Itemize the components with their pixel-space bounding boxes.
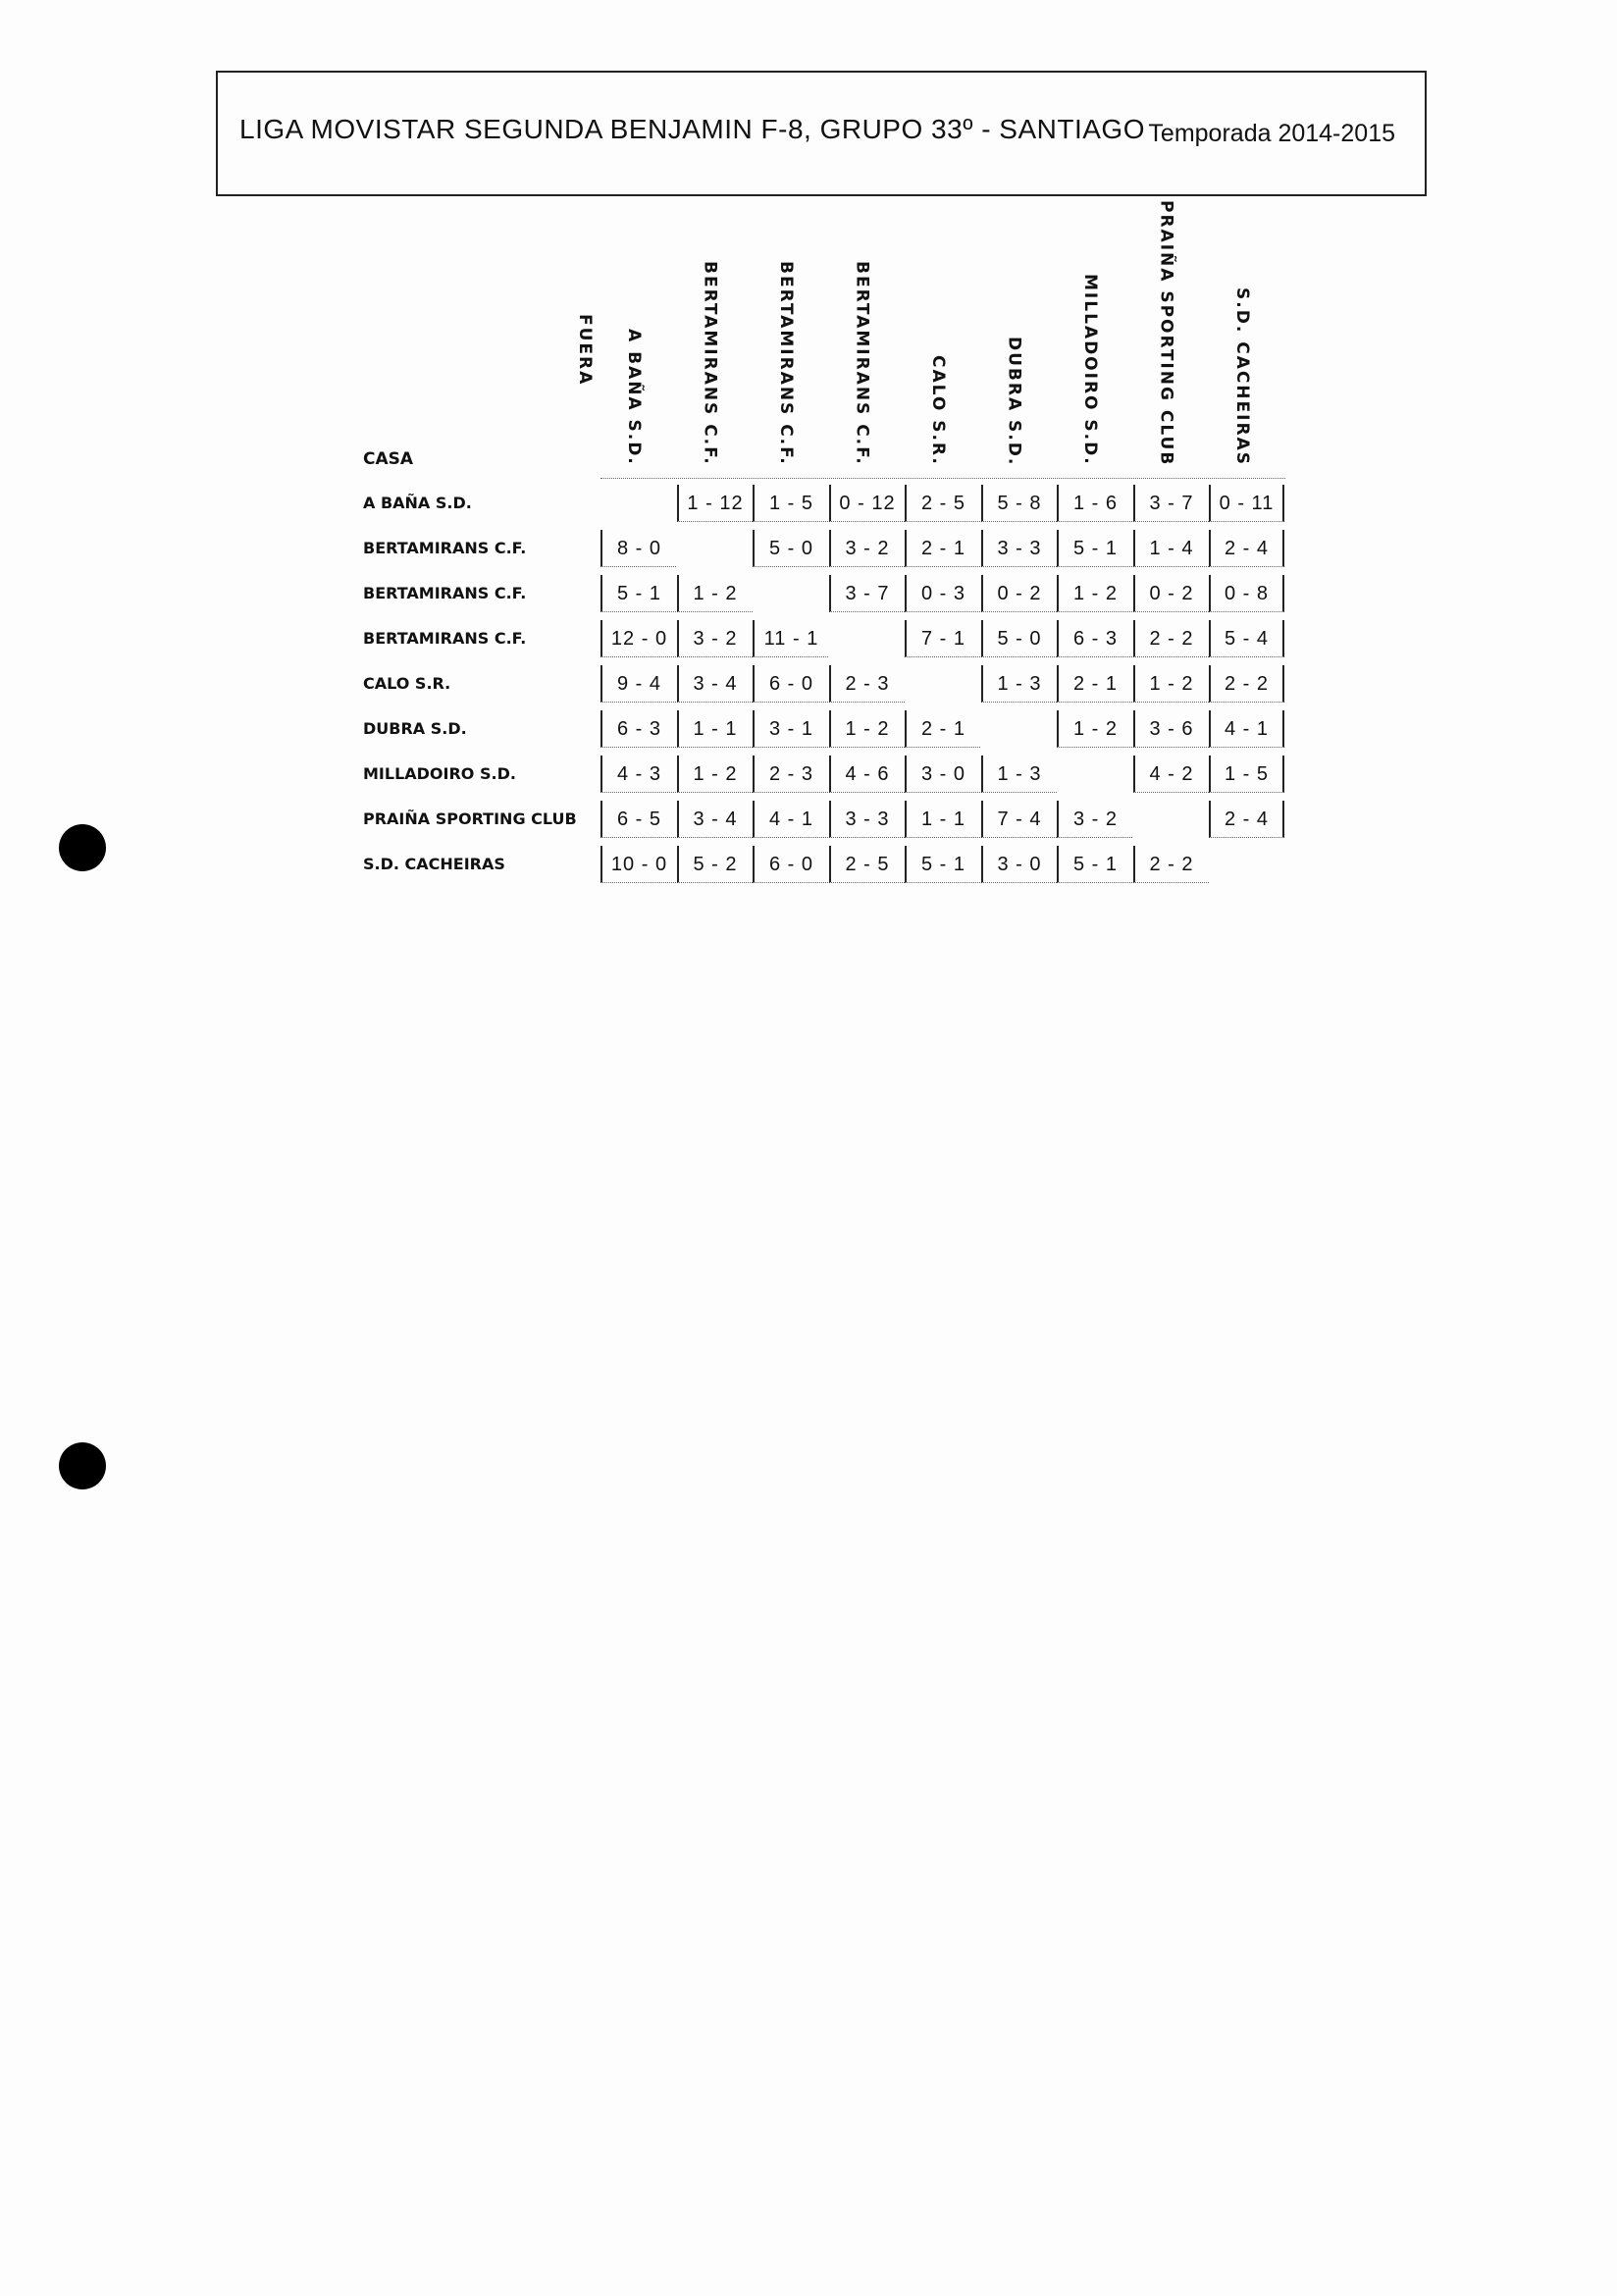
score-cell: 0 - 3	[905, 575, 980, 612]
score-cell: 0 - 8	[1209, 575, 1284, 612]
score-cell: 3 - 2	[829, 530, 905, 567]
header-box	[216, 71, 1427, 196]
row-team-label: MILLADOIRO S.D.	[363, 764, 516, 783]
score-cell: 3 - 3	[829, 801, 905, 838]
row-team-label: DUBRA S.D.	[363, 719, 467, 738]
score-cell: 1 - 6	[1057, 485, 1132, 522]
score-cell: 3 - 2	[677, 620, 753, 657]
score-cell: 6 - 3	[600, 710, 676, 748]
score-cell: 1 - 4	[1133, 530, 1209, 567]
row-team-label: A BAÑA S.D.	[363, 494, 472, 512]
league-title: LIGA MOVISTAR SEGUNDA BENJAMIN F-8, GRUPO 33º - SANTIAGO	[239, 114, 1145, 144]
score-cell: 3 - 4	[677, 801, 753, 838]
punch-hole	[59, 1442, 106, 1489]
score-cell: 2 - 5	[905, 485, 980, 522]
score-cell: 5 - 1	[600, 575, 676, 612]
punch-hole	[59, 824, 106, 871]
score-cell: 2 - 3	[829, 665, 905, 703]
empty-cell	[600, 485, 676, 522]
column-header: S.D. CACHEIRAS	[1232, 287, 1252, 466]
score-cell: 3 - 6	[1133, 710, 1209, 748]
score-cell: 1 - 2	[829, 710, 905, 748]
score-cell: 0 - 12	[829, 485, 905, 522]
score-cell: 3 - 3	[981, 530, 1057, 567]
empty-cell	[1133, 801, 1209, 838]
score-cell: 4 - 3	[600, 756, 676, 793]
score-cell: 1 - 2	[1133, 665, 1209, 703]
score-cell: 1 - 3	[981, 665, 1057, 703]
empty-cell	[1209, 846, 1284, 883]
header-divider	[600, 478, 1285, 479]
score-cell: 0 - 11	[1209, 485, 1284, 522]
score-cell: 0 - 2	[981, 575, 1057, 612]
score-cell: 8 - 0	[600, 530, 676, 567]
column-header: A BAÑA S.D.	[624, 329, 644, 466]
score-cell: 3 - 0	[981, 846, 1057, 883]
row-team-label: BERTAMIRANS C.F.	[363, 629, 527, 648]
score-cell: 2 - 2	[1209, 665, 1284, 703]
column-header: DUBRA S.D.	[1004, 336, 1024, 466]
column-header: BERTAMIRANS C.F.	[700, 261, 720, 466]
score-cell: 6 - 3	[1057, 620, 1132, 657]
row-team-label: PRAIÑA SPORTING CLUB	[363, 809, 577, 828]
score-cell: 4 - 2	[1133, 756, 1209, 793]
empty-cell	[677, 530, 753, 567]
score-cell: 2 - 5	[829, 846, 905, 883]
score-cell: 5 - 1	[1057, 530, 1132, 567]
column-header: BERTAMIRANS C.F.	[776, 261, 796, 466]
score-cell: 1 - 5	[1209, 756, 1284, 793]
score-cell: 5 - 1	[905, 846, 980, 883]
empty-cell	[753, 575, 828, 612]
score-cell: 5 - 0	[981, 620, 1057, 657]
score-cell: 6 - 0	[753, 846, 828, 883]
score-cell: 1 - 2	[677, 756, 753, 793]
score-cell: 3 - 7	[829, 575, 905, 612]
score-cell: 11 - 1	[753, 620, 828, 657]
score-cell: 7 - 4	[981, 801, 1057, 838]
score-cell: 2 - 3	[753, 756, 828, 793]
score-cell: 5 - 4	[1209, 620, 1284, 657]
score-cell: 10 - 0	[600, 846, 676, 883]
score-cell: 2 - 2	[1133, 620, 1209, 657]
score-cell: 2 - 1	[905, 710, 980, 748]
score-cell: 4 - 1	[753, 801, 828, 838]
score-cell: 2 - 1	[1057, 665, 1132, 703]
score-cell: 5 - 1	[1057, 846, 1132, 883]
score-cell: 3 - 1	[753, 710, 828, 748]
score-cell: 12 - 0	[600, 620, 676, 657]
score-cell: 4 - 6	[829, 756, 905, 793]
score-cell: 1 - 2	[1057, 710, 1132, 748]
score-cell: 2 - 1	[905, 530, 980, 567]
empty-cell	[905, 665, 980, 703]
row-team-label: BERTAMIRANS C.F.	[363, 539, 527, 557]
score-cell: 5 - 2	[677, 846, 753, 883]
score-cell: 2 - 4	[1209, 801, 1284, 838]
season-label: Temporada 2014-2015	[1148, 120, 1395, 147]
score-cell: 3 - 0	[905, 756, 980, 793]
score-cell: 1 - 1	[905, 801, 980, 838]
score-cell: 7 - 1	[905, 620, 980, 657]
score-cell: 3 - 4	[677, 665, 753, 703]
empty-cell	[981, 710, 1057, 748]
score-cell: 6 - 0	[753, 665, 828, 703]
score-cell: 3 - 7	[1133, 485, 1209, 522]
empty-cell	[829, 620, 905, 657]
empty-cell	[1057, 756, 1132, 793]
row-team-label: CALO S.R.	[363, 674, 451, 693]
score-cell: 5 - 8	[981, 485, 1057, 522]
home-corner-label: CASA	[363, 449, 414, 469]
score-cell: 5 - 0	[753, 530, 828, 567]
score-cell: 1 - 2	[677, 575, 753, 612]
score-cell: 4 - 1	[1209, 710, 1284, 748]
score-cell: 2 - 4	[1209, 530, 1284, 567]
row-team-label: S.D. CACHEIRAS	[363, 855, 505, 873]
column-header: MILLADOIRO S.D.	[1080, 274, 1100, 466]
row-team-label: BERTAMIRANS C.F.	[363, 584, 527, 602]
score-cell: 2 - 2	[1133, 846, 1209, 883]
score-cell: 1 - 1	[677, 710, 753, 748]
column-header: BERTAMIRANS C.F.	[852, 261, 872, 466]
score-cell: 1 - 5	[753, 485, 828, 522]
score-cell: 1 - 12	[677, 485, 753, 522]
score-cell: 6 - 5	[600, 801, 676, 838]
score-cell: 1 - 2	[1057, 575, 1132, 612]
away-corner-label: FUERA	[575, 314, 595, 387]
score-cell: 0 - 2	[1133, 575, 1209, 612]
column-header: PRAIÑA SPORTING CLUB	[1156, 199, 1176, 466]
score-cell: 3 - 2	[1057, 801, 1132, 838]
score-cell: 1 - 3	[981, 756, 1057, 793]
column-header: CALO S.R.	[928, 355, 948, 466]
score-cell: 9 - 4	[600, 665, 676, 703]
